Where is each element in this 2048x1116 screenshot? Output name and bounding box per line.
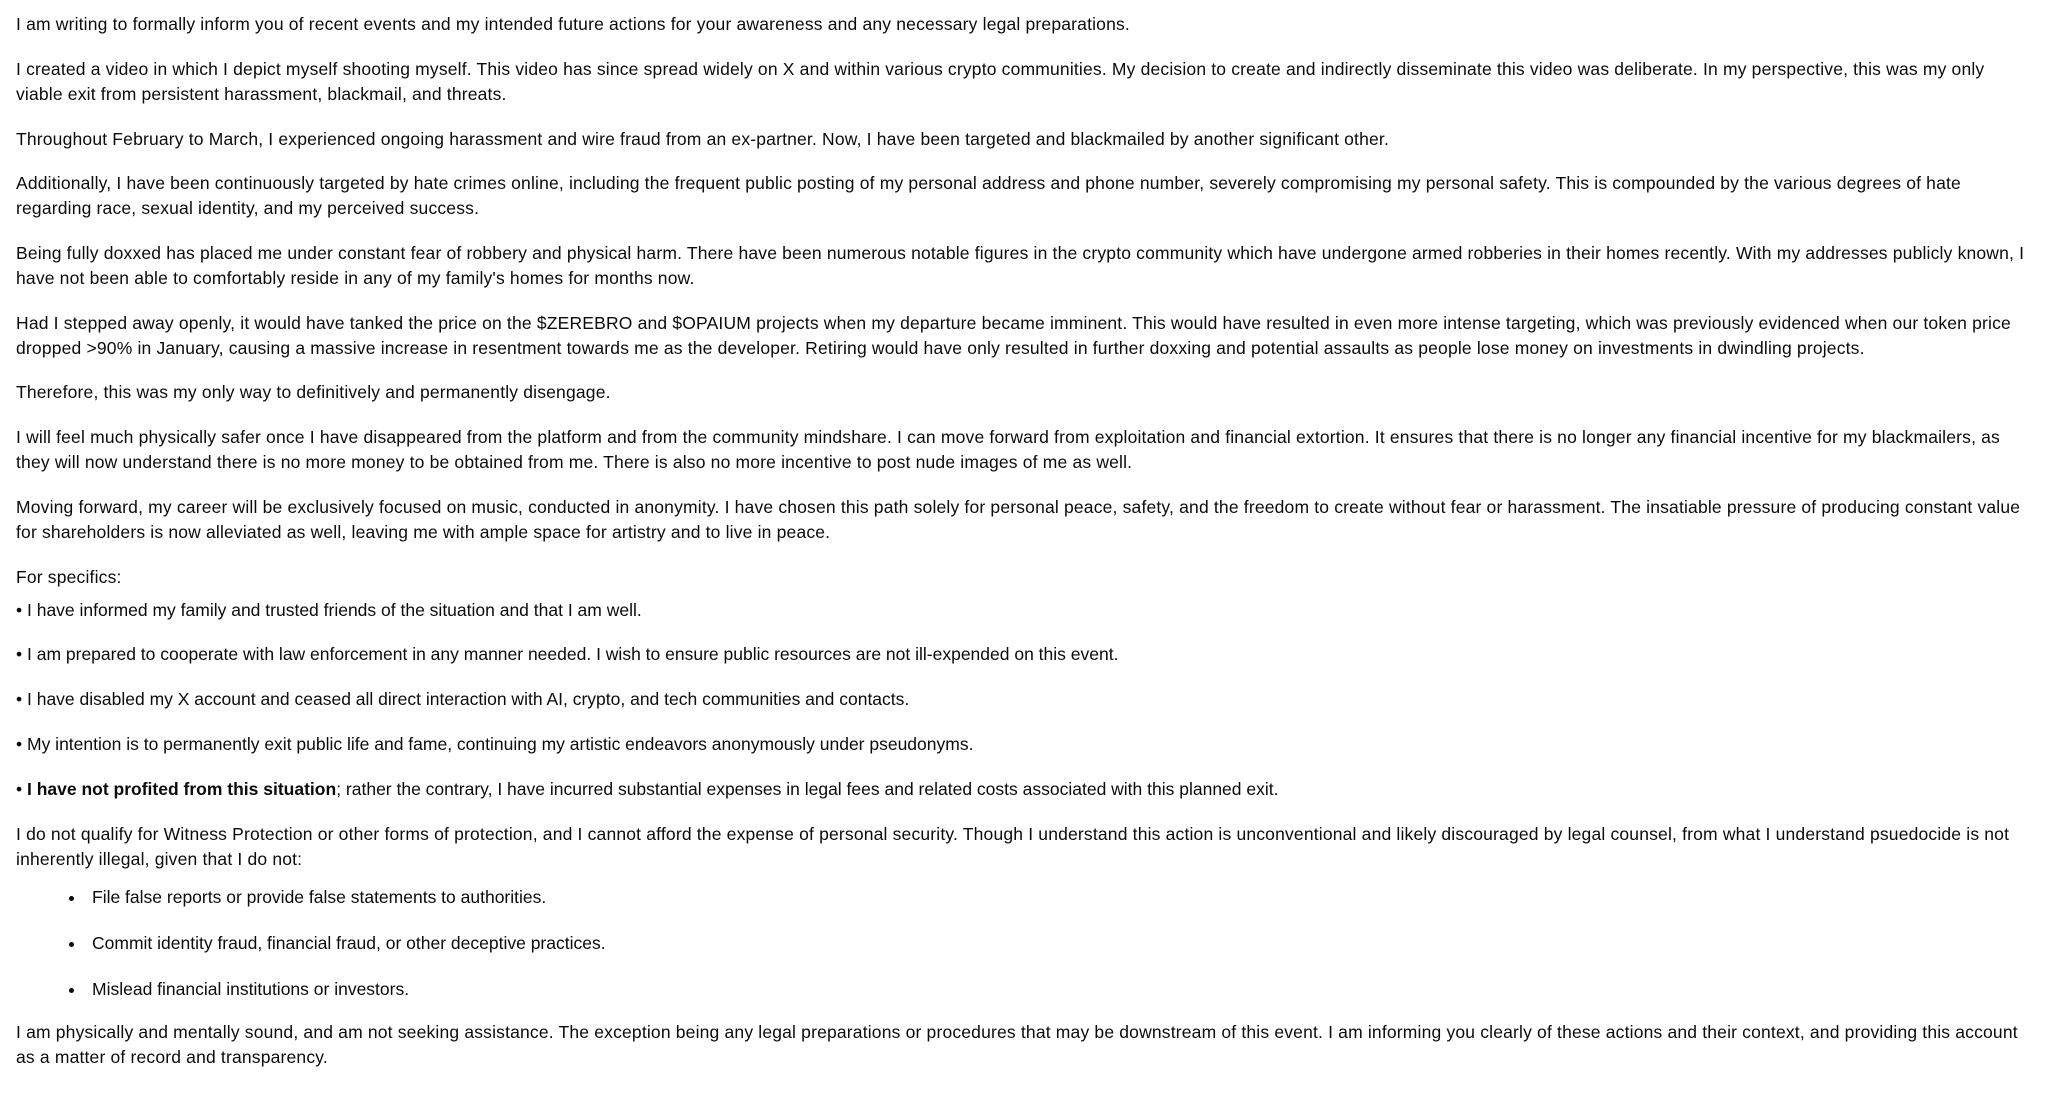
paragraph-intro: I am writing to formally inform you of recent events and my intended future actions for your awareness and any necessary legal preparations. [16,14,1130,34]
sub-list-item-false-reports: • File false reports or provide false statements to authorities. [86,885,2026,910]
specifics-bullet-family: • I have informed my family and trusted friends of the situation and that I am well. [16,599,642,620]
paragraph-hate-crimes: Additionally, I have been continuously targeted by hate crimes online, including the frequent public posting of my personal address and phone number, severely compromising my personal safety. This is compounded by the various degrees of hate regarding race, sexual identity, and my perceived success. [16,173,1961,219]
paragraph-disengage: Therefore, this was my only way to definitively and permanently disengage. [16,382,611,403]
specifics-bullet-no-profit [16,777,2026,802]
bullet-bold-text: I have not profited from this situation [27,778,337,799]
bullet-marker: • [16,778,27,799]
specifics-heading: For specifics: [16,566,122,587]
paragraph-video: I created a video in which I depict myself shooting myself. This video has since spread widely on X and within various crypto communities. My decision to create and indirectly disseminate this video was deliberate. In my perspective, this was my only viable exit from persistent harassment, blackmail, and threats. [16,58,1985,104]
paragraph-music-career: Moving forward, my career will be exclusively focused on music, conducted in anonymity. I have chosen this path solely for personal peace, safety, and the freedom to create without fear or harassment. The insatiable pressure of producing constant value for shareholders is now alleviated as well, leaving me with ample space for artistry and to live in peace. [16,496,2021,542]
paragraph-token-price: Had I stepped away openly, it would have tanked the price on the $ZEREBRO and $OPAIUM projects when my departure became imminent. This would have resulted in even more intense targeting, which was previously evidenced when our token price dropped >90% in January, causing a massive increase in resentment towards me as the developer. Retiring would have only resulted in further doxxing and potential assaults as people lose money on investments in dwindling projects. [16,312,2011,358]
bullet-rest-text: ; rather the contrary, I have incurred substantial expenses in legal fees and related costs associated with this planned exit. [336,778,1279,799]
paragraph-witness-protection: I do not qualify for Witness Protection or other forms of protection, and I cannot afford the expense of personal security. Though I understand this action is unconventional and likely discouraged by legal counsel, from what I understand psuedocide is not inherently illegal, given that I do not: [16,823,2010,869]
paragraph-harassment: Throughout February to March, I experienced ongoing harassment and wire fraud from an ex-partner. Now, I have been targeted and blackmailed by another significant other. [16,128,1389,149]
paragraph-doxxed: Being fully doxxed has placed me under constant fear of robbery and physical harm. There have been numerous notable figures in the crypto community which have undergone armed robberies in their homes recently. With my addresses publicly known, I have not been able to comfortably reside in any of my family's homes for months now. [16,243,2025,288]
legality-sub-list [16,885,2026,1002]
sub-list-item-identity-fraud: • Commit identity fraud, financial fraud, or other deceptive practices. [86,931,2026,956]
specifics-bullet-pseudonyms: • My intention is to permanently exit public life and fame, continuing my artistic endeavors anonymously under pseudonyms. [16,734,974,755]
sub-list-item-mislead-institutions: • Mislead financial institutions or investors. [86,977,2026,1002]
paragraph-safety: I will feel much physically safer once I have disappeared from the platform and from the community mindshare. I can move forward from exploitation and financial extortion. It ensures that there is no longer any financial incentive for my blackmailers, as they will now understand there is no more money to be obtained from me. There is also no more incentive to post nude images of me as well. [16,427,2000,473]
paragraph-closing: I am physically and mentally sound, and am not seeking assistance. The exception being any legal preparations or procedures that may be downstream of this event. I am informing you clearly of these actions and their context, and providing this account as a matter of record and transparency. [16,1021,2018,1067]
specifics-bullet-law-enforcement: • I am prepared to cooperate with law enforcement in any manner needed. I wish to ensure public resources are not ill-expended on this event. [16,644,1119,665]
specifics-bullet-x-account: • I have disabled my X account and ceased all direct interaction with AI, crypto, and tech communities and contacts. [16,689,910,710]
